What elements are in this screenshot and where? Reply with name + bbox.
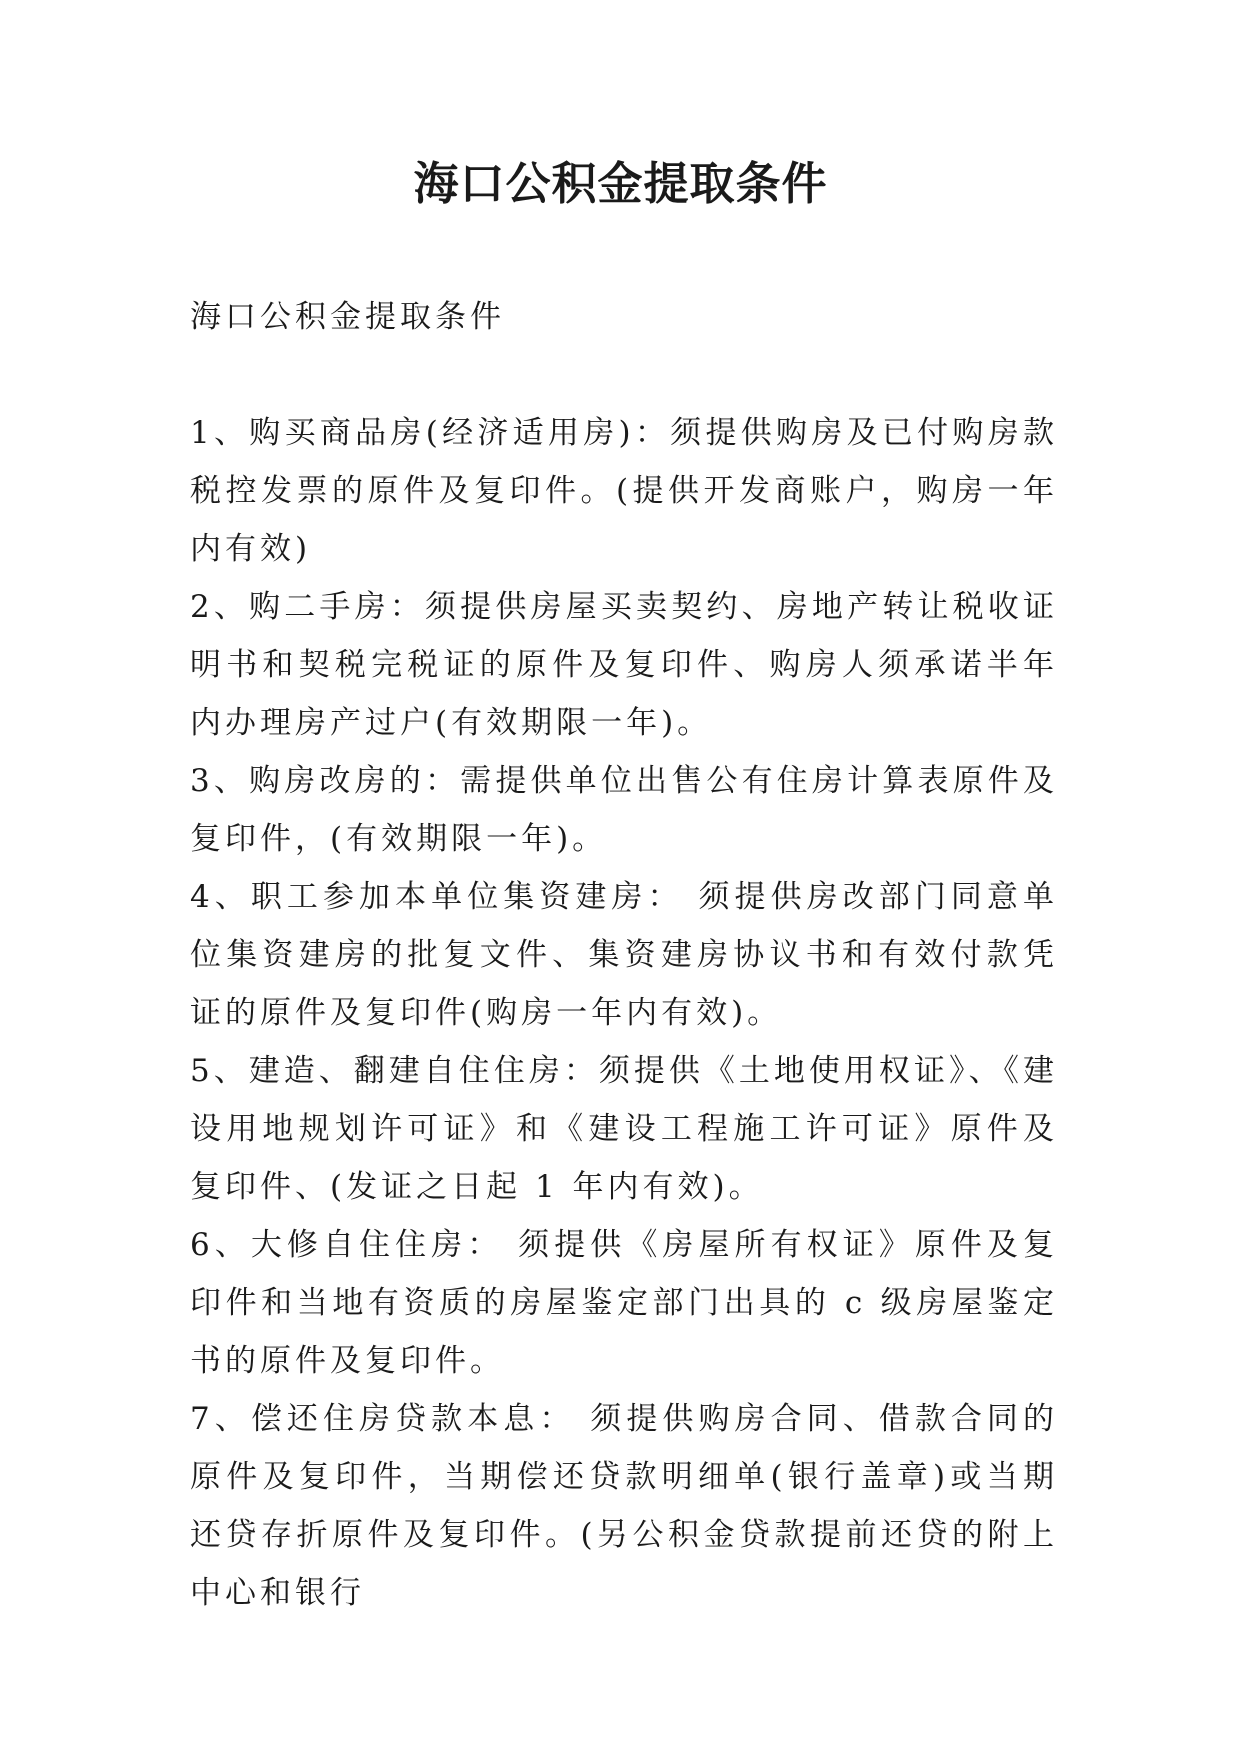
paragraph-1: 1、购买商品房(经济适用房)：须提供购房及已付购房款税控发票的原件及复印件。(提供开发商账户，购房一年内有效) <box>190 415 1058 567</box>
paragraph-7: 7、偿还住房贷款本息： 须提供购房合同、借款合同的原件及复印件，当期偿还贷款明细单(银行盖章)或当期还贷存折原件及复印件。(另公积金贷款提前还贷的附上中心和银行 <box>190 1401 1058 1611</box>
paragraph-4: 4、职工参加本单位集资建房： 须提供房改部门同意单位集资建房的批复文件、集资建房协议书和有效付款凭证的原件及复印件(购房一年内有效)。 <box>190 879 1058 1031</box>
paragraph-2: 2、购二手房：须提供房屋买卖契约、房地产转让税收证明书和契税完税证的原件及复印件、购房人须承诺半年内办理房产过户(有效期限一年)。 <box>190 589 1058 741</box>
document-title: 海口公积金提取条件 <box>413 157 828 210</box>
paragraph-6: 6、大修自住住房： 须提供《房屋所有权证》原件及复印件和当地有资质的房屋鉴定部门出具的 c 级房屋鉴定书的原件及复印件。 <box>190 1227 1058 1379</box>
document-body <box>190 288 1058 1622</box>
paragraph-3: 3、购房改房的：需提供单位出售公有住房计算表原件及复印件，(有效期限一年)。 <box>190 763 1058 857</box>
paragraph-5: 5、建造、翻建自住住房：须提供《土地使用权证》、《建设用地规划许可证》和《建设工程施工许可证》原件及复印件、(发证之日起 1 年内有效)。 <box>190 1053 1058 1205</box>
document-subtitle: 海口公积金提取条件 <box>190 299 505 335</box>
